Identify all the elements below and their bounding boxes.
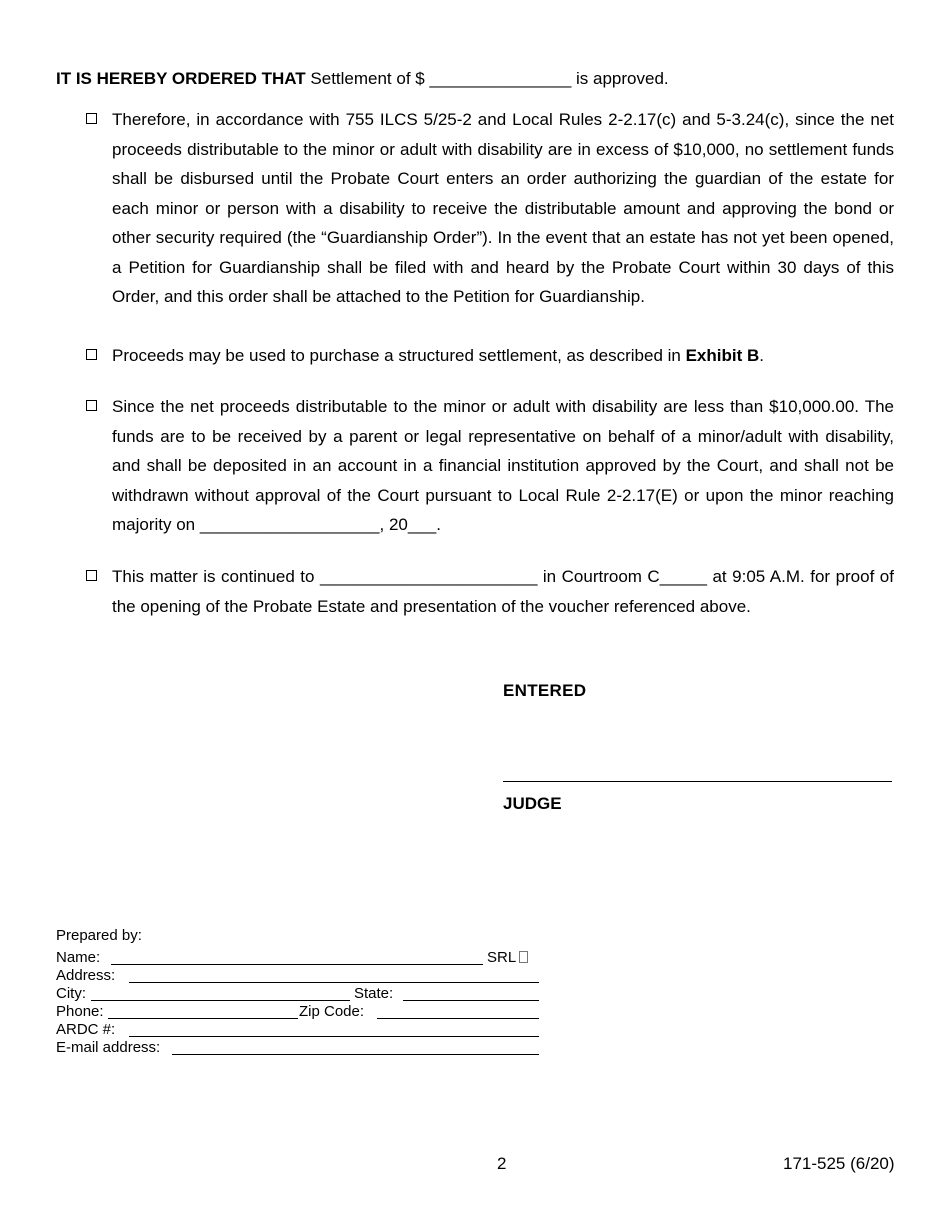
state-label: State: bbox=[354, 985, 394, 1002]
order-settlement-text: Settlement of $ _______________ is approved. bbox=[305, 69, 669, 88]
order-lead: IT IS HEREBY ORDERED THAT bbox=[56, 69, 306, 88]
name-label: Name: bbox=[56, 949, 101, 966]
guardianship-text: Therefore, in accordance with 755 ILCS 5/25-2 and Local Rules 2-2.17(c) and 5-3.24(c), since the net proceeds distributable to the minor or adult with disability are in excess of $10,000, no settlement funds shall be disbursed until the Probate Court enters an order authorizing the guardian of the estate for each minor or person with a disability to receive the distributable amount and approving the bond or other security required (the “Guardianship Order”). In the event that an estate has not yet been opened, a Petition for Guardianship shall be filed with and heard by the Probate Court within 30 days of this Order, and this order shall be attached to the Petition for Guardianship. bbox=[112, 110, 894, 306]
page-number: 2 bbox=[497, 1154, 507, 1173]
guardianship-checkbox[interactable] bbox=[86, 113, 97, 124]
judge-label: JUDGE bbox=[503, 794, 562, 813]
state-field[interactable] bbox=[403, 1000, 539, 1001]
srl-checkbox[interactable] bbox=[519, 951, 528, 963]
option-under-10000 bbox=[86, 392, 894, 540]
phone-label: Phone: bbox=[56, 1003, 104, 1020]
option-continued bbox=[86, 562, 894, 621]
zip-label: Zip Code: bbox=[299, 1003, 365, 1020]
structured-settlement-text bbox=[112, 341, 894, 371]
structured-settlement-text-after: . bbox=[759, 346, 764, 365]
entered-label: ENTERED bbox=[503, 681, 587, 700]
structured-settlement-text-before: Proceeds may be used to purchase a structured settlement, as described in bbox=[112, 346, 686, 365]
continued-text: This matter is continued to _______________________ in Courtroom C_____ at 9:05 A.M. for proof of the opening of the Probate Estate and presentation of the voucher referenced above. bbox=[112, 567, 894, 616]
option-structured-settlement bbox=[86, 341, 894, 371]
email-label: E-mail address: bbox=[56, 1039, 161, 1056]
order-statement bbox=[56, 69, 669, 89]
continued-checkbox[interactable] bbox=[86, 570, 97, 581]
form-number: 171-525 (6/20) bbox=[783, 1154, 895, 1173]
city-label: City: bbox=[56, 985, 86, 1002]
address-label: Address: bbox=[56, 967, 116, 984]
name-row bbox=[56, 949, 100, 967]
ardc-label: ARDC #: bbox=[56, 1021, 116, 1038]
exhibit-b-reference: Exhibit B bbox=[685, 346, 760, 365]
under-10000-text: Since the net proceeds distributable to the minor or adult with disability are less than $10,000.00. The funds are to be received by a parent or legal representative on behalf of a minor/adult with disability, and shall be deposited in an account in a financial institution approved by the Court, and shall not be withdrawn without approval of the Court pursuant to Local Rule 2-2.17(E) or upon the minor reaching majority on ___________________, 20___. bbox=[112, 397, 894, 534]
city-field[interactable] bbox=[91, 1000, 350, 1001]
email-field[interactable] bbox=[172, 1054, 539, 1055]
phone-field[interactable] bbox=[108, 1018, 298, 1019]
ardc-field[interactable] bbox=[129, 1036, 539, 1037]
srl-label: SRL bbox=[487, 949, 517, 966]
structured-settlement-checkbox[interactable] bbox=[86, 349, 97, 360]
name-field[interactable] bbox=[111, 964, 483, 965]
zip-field[interactable] bbox=[377, 1018, 539, 1019]
prepared-by-heading: Prepared by: bbox=[56, 927, 142, 944]
judge-signature-line[interactable] bbox=[503, 781, 892, 782]
under-10000-checkbox[interactable] bbox=[86, 400, 97, 411]
address-field[interactable] bbox=[129, 982, 539, 983]
option-guardianship bbox=[86, 105, 894, 312]
srl-option bbox=[487, 949, 528, 967]
